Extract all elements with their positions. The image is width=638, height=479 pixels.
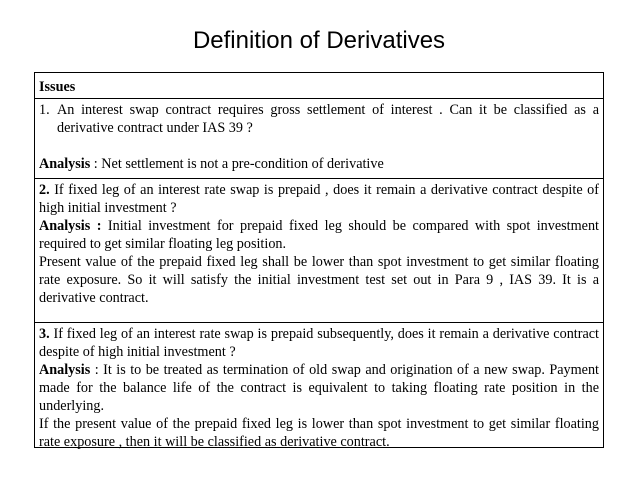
- table-header: Issues: [39, 79, 76, 95]
- issue-2-analysis-label: Analysis :: [39, 218, 102, 234]
- issue-1-cell: [35, 98, 603, 178]
- issue-3-number: 3.: [39, 326, 50, 342]
- issue-2-analysis: [39, 217, 599, 253]
- issue-1-number: 1.: [39, 102, 50, 118]
- issues-table: [34, 72, 604, 448]
- issue-3-question: [39, 325, 599, 361]
- issue-2-cell: [35, 178, 603, 322]
- issue-1-analysis: [39, 155, 599, 173]
- slide-title: Definition of Derivatives: [192, 27, 446, 54]
- issue-1-analysis-text: : Net settlement is not a pre-condition of derivative: [90, 156, 384, 172]
- issue-1-question-text: An interest swap contract requires gross settlement of interest . Can it be classified as a derivative contract under IAS 39 ?: [57, 102, 599, 136]
- issue-2-question-text: If fixed leg of an interest rate swap is prepaid , does it remain a derivative contract despite of high initial investment ?: [39, 182, 599, 216]
- issue-1-analysis-label: Analysis: [39, 156, 91, 172]
- issue-3-analysis: [39, 361, 599, 415]
- issue-2-question: [39, 181, 599, 217]
- issue-1-question: [39, 101, 599, 137]
- issue-2-number: 2.: [39, 182, 50, 198]
- issue-3-extra: If the present value of the prepaid fixed leg is lower than spot investment to get similar floating rate exposure , then it will be classified as derivative contract.: [39, 416, 599, 450]
- issue-3-question-text: If fixed leg of an interest rate swap is prepaid subsequently, does it remain a derivative contract despite of high initial investment ?: [39, 326, 599, 360]
- issue-2-analysis-text: Initial investment for prepaid fixed leg should be compared with spot investment required to get similar floating leg position.: [39, 218, 599, 252]
- issue-2-extra: Present value of the prepaid fixed leg shall be lower than spot investment to get similar floating rate exposure. So it will satisfy the initial investment test set out in Para 9 , IAS 39. It is a derivative contract.: [39, 254, 599, 306]
- issue-3-analysis-label: Analysis: [39, 362, 91, 378]
- issue-3-analysis-text: : It is to be treated as termination of old swap and origination of a new swap. Payment made for the balance life of the contract is equivalent to taking floating rate position in the underlying.: [39, 362, 599, 414]
- issue-3-cell: [35, 322, 603, 450]
